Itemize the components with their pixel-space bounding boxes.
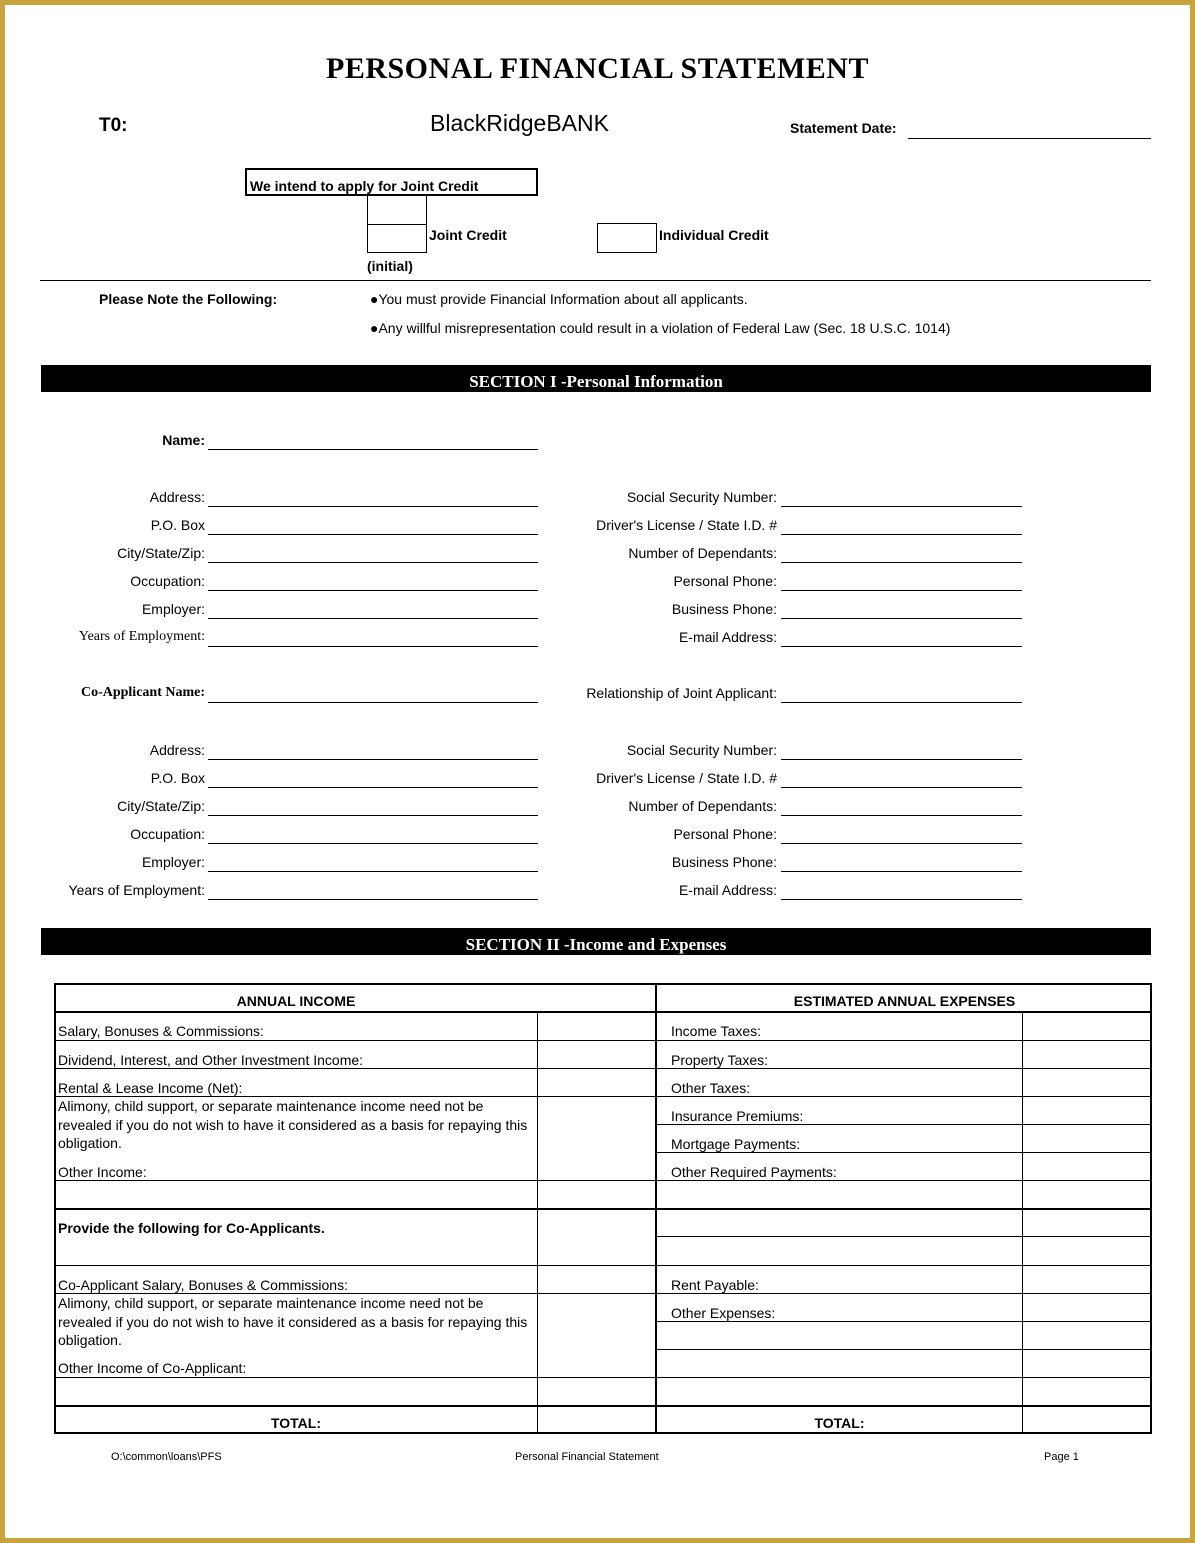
joint-credit-initial-box-2[interactable] [367, 224, 427, 253]
coapp-right-label: Number of Dependants: [628, 798, 777, 814]
table-rule [54, 1208, 1152, 1210]
applicant-right-field[interactable] [781, 506, 1022, 507]
expense-total-label: TOTAL: [814, 1415, 865, 1431]
footer-path: O:\common\loans\PFS [111, 1451, 222, 1463]
applicant-right-field[interactable] [781, 562, 1022, 563]
table-rule [54, 1265, 655, 1266]
expense-property-taxes-label: Property Taxes: [671, 1052, 769, 1068]
estimated-expenses-header: ESTIMATED ANNUAL EXPENSES [793, 993, 1016, 1009]
expense-other-required-label: Other Required Payments: [671, 1164, 837, 1180]
table-rule [54, 1040, 655, 1041]
coapp-name-label: Co-Applicant Name: [80, 685, 205, 700]
coapp-right-field[interactable] [781, 759, 1022, 760]
income-total-label: TOTAL: [270, 1415, 322, 1431]
table-rule [655, 1124, 1152, 1125]
relationship-field[interactable] [781, 702, 1022, 703]
applicant-left-field[interactable] [208, 506, 538, 507]
footer-title: Personal Financial Statement [515, 1451, 659, 1463]
applicant-right-field[interactable] [781, 618, 1022, 619]
expense-mortgage-label: Mortgage Payments: [671, 1136, 801, 1152]
initial-label: (initial) [367, 258, 413, 274]
note-item: ●Any willful misrepresentation could result in a violation of Federal Law (Sec. 18 U.S.C. 1014) [370, 320, 951, 336]
coapp-left-label: City/State/Zip: [117, 798, 205, 814]
name-label: Name: [162, 432, 205, 448]
applicant-right-label: Driver's License / State I.D. # [596, 517, 777, 533]
coapp-left-label: Employer: [141, 854, 205, 870]
coapp-right-field[interactable] [781, 815, 1022, 816]
table-rule [655, 1040, 1152, 1041]
coapp-alimony-note: Alimony, child support, or separate maintenance income need not be revealed if you do not wish to have it considered as a basis for repaying this obligation. [58, 1295, 528, 1348]
coapp-left-field[interactable] [208, 815, 538, 816]
footer-page-number: Page 1 [1044, 1451, 1079, 1463]
applicant-left-label: Years of Employment: [78, 629, 205, 644]
applicant-left-label: P.O. Box [150, 517, 205, 533]
coapp-salary-label: Co-Applicant Salary, Bonuses & Commissions: [58, 1277, 348, 1293]
joint-credit-label: Joint Credit [429, 227, 507, 243]
applicant-left-field[interactable] [208, 590, 538, 591]
divider [40, 280, 1151, 281]
table-rule [54, 1180, 655, 1181]
coapp-right-label: Driver's License / State I.D. # [596, 770, 777, 786]
expense-other-label: Other Expenses: [671, 1305, 776, 1321]
applicant-right-field[interactable] [781, 646, 1022, 647]
coapp-right-label: Social Security Number: [626, 742, 777, 758]
page-title: PERSONAL FINANCIAL STATEMENT [326, 52, 869, 85]
note-item: ●You must provide Financial Information about all applicants. [370, 291, 748, 307]
coapp-right-field[interactable] [781, 843, 1022, 844]
applicant-right-label: Business Phone: [671, 601, 777, 617]
applicant-right-label: E-mail Address: [678, 629, 777, 645]
coapp-left-label: Address: [149, 742, 205, 758]
table-rule [655, 1068, 1152, 1069]
coapp-left-field[interactable] [208, 843, 538, 844]
expense-value-column [1022, 1012, 1023, 1434]
table-rule [54, 1405, 1152, 1407]
individual-credit-label: Individual Credit [659, 227, 769, 243]
applicant-left-label: Occupation: [130, 573, 205, 589]
bank-name: BlackRidgeBANK [430, 110, 609, 136]
income-dividend-label: Dividend, Interest, and Other Investment Income: [58, 1052, 364, 1068]
applicant-right-label: Personal Phone: [673, 573, 777, 589]
annual-income-header: ANNUAL INCOME [236, 993, 356, 1009]
applicant-right-label: Number of Dependants: [628, 545, 777, 561]
coapp-right-field[interactable] [781, 787, 1022, 788]
applicant-left-field[interactable] [208, 562, 538, 563]
income-rental-label: Rental & Lease Income (Net): [58, 1080, 243, 1096]
to-label: T0: [99, 115, 128, 136]
coapp-left-field[interactable] [208, 899, 538, 900]
applicant-left-field[interactable] [208, 646, 538, 647]
coapp-left-label: Occupation: [130, 826, 205, 842]
income-value-column [537, 1012, 538, 1434]
table-rule [54, 1011, 1152, 1013]
expense-other-taxes-label: Other Taxes: [671, 1080, 751, 1096]
coapp-right-label: Personal Phone: [673, 826, 777, 842]
coapp-other-income-label: Other Income of Co-Applicant: [58, 1360, 247, 1376]
expense-income-taxes-label: Income Taxes: [671, 1023, 762, 1039]
section-2-header: SECTION II -Income and Expenses [41, 928, 1151, 955]
table-rule [655, 1293, 1152, 1294]
name-field[interactable] [208, 449, 538, 450]
table-rule [655, 1265, 1152, 1266]
coapp-left-field[interactable] [208, 871, 538, 872]
applicant-left-field[interactable] [208, 618, 538, 619]
table-rule [655, 1180, 1152, 1181]
applicant-left-label: Employer: [141, 601, 205, 617]
table-rule [54, 1377, 655, 1378]
table-rule [655, 1349, 1152, 1350]
table-rule [655, 1377, 1152, 1378]
coapp-left-field[interactable] [208, 759, 538, 760]
joint-credit-initial-box-1[interactable] [367, 195, 427, 225]
income-other-label: Other Income: [58, 1164, 147, 1180]
coapp-right-label: E-mail Address: [678, 882, 777, 898]
statement-date-field[interactable] [908, 138, 1151, 139]
statement-date-label: Statement Date: [790, 120, 897, 136]
table-rule [655, 1152, 1152, 1153]
applicant-left-field[interactable] [208, 534, 538, 535]
income-alimony-note: Alimony, child support, or separate maintenance income need not be revealed if you do not wish to have it considered as a basis for repaying this obligation. [58, 1098, 528, 1151]
joint-credit-intent-box [245, 168, 538, 196]
coapp-left-label: Years of Employment: [68, 882, 205, 898]
applicant-left-label: City/State/Zip: [117, 545, 205, 561]
coapp-left-field[interactable] [208, 787, 538, 788]
relationship-label: Relationship of Joint Applicant: [586, 685, 777, 701]
expense-rent-label: Rent Payable: [671, 1277, 759, 1293]
coapp-name-field[interactable] [208, 702, 538, 703]
table-rule [655, 1321, 1152, 1322]
individual-credit-box[interactable] [597, 223, 657, 253]
section-1-header: SECTION I -Personal Information [41, 365, 1151, 392]
applicant-right-label: Social Security Number: [626, 489, 777, 505]
applicant-right-field[interactable] [781, 590, 1022, 591]
table-rule [655, 1236, 1152, 1237]
table-rule [54, 1068, 655, 1069]
coapp-right-field[interactable] [781, 871, 1022, 872]
coapp-right-field[interactable] [781, 899, 1022, 900]
joint-credit-intent-label: We intend to apply for Joint Credit [250, 178, 479, 194]
coapp-income-heading: Provide the following for Co-Applicants. [58, 1220, 325, 1236]
table-rule [655, 1096, 1152, 1097]
income-salary-label: Salary, Bonuses & Commissions: [58, 1023, 264, 1039]
notes-label: Please Note the Following: [99, 291, 278, 307]
expense-insurance-label: Insurance Premiums: [671, 1108, 804, 1124]
coapp-left-label: P.O. Box [150, 770, 205, 786]
applicant-left-label: Address: [149, 489, 205, 505]
coapp-right-label: Business Phone: [671, 854, 777, 870]
applicant-right-field[interactable] [781, 534, 1022, 535]
